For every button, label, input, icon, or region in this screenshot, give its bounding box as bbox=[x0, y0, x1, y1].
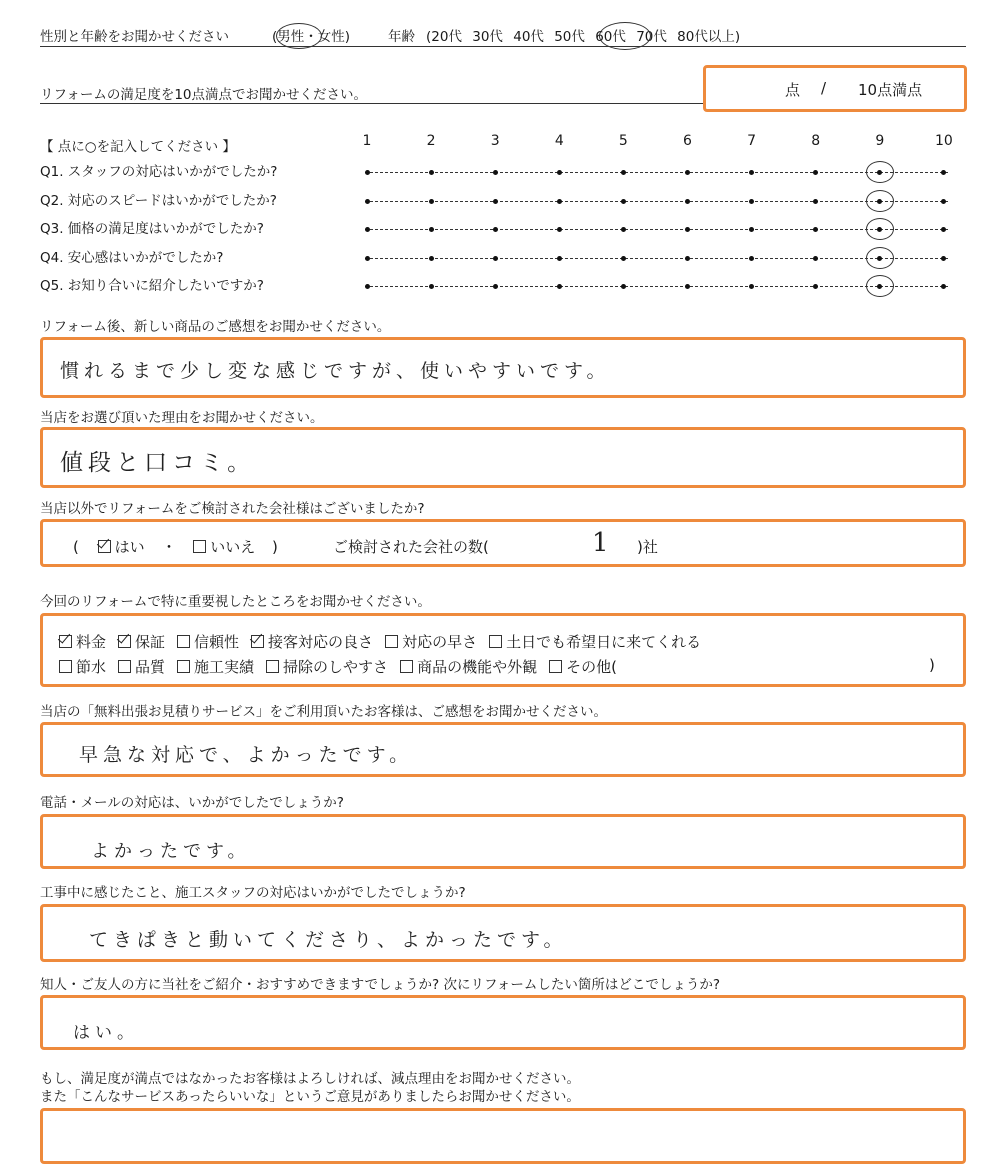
rating-point[interactable] bbox=[941, 199, 946, 204]
rating-point[interactable] bbox=[621, 199, 626, 204]
rating-point[interactable] bbox=[557, 170, 562, 175]
rating-point[interactable] bbox=[749, 227, 754, 232]
rating-point[interactable] bbox=[813, 284, 818, 289]
priority-option[interactable] bbox=[385, 631, 477, 652]
rating-scale-line bbox=[365, 172, 948, 173]
rating-point[interactable] bbox=[621, 284, 626, 289]
rating-point[interactable] bbox=[749, 284, 754, 289]
question-label: Q5. お知り合いに紹介したいですか? bbox=[40, 278, 264, 295]
referral-prompt: 知人・ご友人の方に当社をご紹介・おすすめできますでしょうか? 次にリフォームしたい箇所はどこでしょうか? bbox=[40, 977, 720, 993]
construction-answer-box[interactable] bbox=[40, 904, 966, 962]
option-dot: ・ bbox=[161, 538, 177, 556]
yes-checkbox[interactable] bbox=[98, 540, 111, 553]
rating-selection-circle bbox=[866, 247, 894, 269]
gender-option-female[interactable]: 女性) bbox=[317, 29, 351, 45]
rating-point[interactable] bbox=[493, 227, 498, 232]
priority-checkbox[interactable] bbox=[118, 635, 131, 648]
priorities-row-1 bbox=[59, 631, 713, 652]
rating-point[interactable] bbox=[685, 199, 690, 204]
phone-mail-prompt: 電話・メールの対応は、いかがでしたでしょうか? bbox=[40, 795, 344, 811]
priority-option[interactable] bbox=[59, 631, 106, 652]
priority-option[interactable] bbox=[489, 631, 701, 652]
score-separator: / bbox=[821, 79, 827, 97]
priority-option[interactable] bbox=[118, 631, 165, 652]
priority-checkbox[interactable] bbox=[266, 660, 279, 673]
phone-mail-answer-box[interactable] bbox=[40, 814, 966, 869]
gender-separator: ・ bbox=[304, 29, 318, 45]
age-option-80[interactable]: 80代以上) bbox=[677, 29, 741, 45]
rating-instruction: 【 点に○を記入してください 】 bbox=[40, 139, 236, 155]
scale-number: 9 bbox=[875, 133, 885, 149]
rating-point[interactable] bbox=[429, 227, 434, 232]
priority-checkbox[interactable] bbox=[177, 660, 190, 673]
rating-point[interactable] bbox=[941, 170, 946, 175]
rating-point[interactable] bbox=[365, 170, 370, 175]
rating-point[interactable] bbox=[813, 256, 818, 261]
rating-point[interactable] bbox=[365, 284, 370, 289]
priority-label: 土日でも希望日に来てくれる bbox=[506, 633, 702, 651]
scale-number: 7 bbox=[747, 133, 757, 149]
satisfaction-score-box[interactable] bbox=[703, 65, 967, 112]
construction-answer: てきぱきと動いてくださり、よかったです。 bbox=[89, 929, 568, 951]
rating-selection-circle bbox=[866, 161, 894, 183]
rating-point[interactable] bbox=[557, 199, 562, 204]
priority-checkbox[interactable] bbox=[177, 635, 190, 648]
priority-checkbox[interactable] bbox=[549, 660, 562, 673]
company-count-suffix: )社 bbox=[637, 538, 658, 556]
question-label: Q1. スタッフの対応はいかがでしたか? bbox=[40, 164, 278, 180]
age-option-40[interactable]: 40代 bbox=[513, 29, 544, 45]
satisfaction-rule bbox=[40, 103, 705, 104]
age-option-20[interactable]: (20代 bbox=[426, 29, 462, 45]
priority-option[interactable] bbox=[118, 656, 165, 677]
priorities-box bbox=[40, 613, 966, 687]
no-label: いいえ bbox=[210, 538, 256, 556]
deduction-answer-box[interactable] bbox=[40, 1108, 966, 1164]
impression-prompt: リフォーム後、新しい商品のご感想をお聞かせください。 bbox=[40, 319, 391, 335]
rating-scale-line bbox=[365, 201, 948, 202]
rating-point[interactable] bbox=[557, 284, 562, 289]
rating-point[interactable] bbox=[493, 170, 498, 175]
rating-point[interactable] bbox=[621, 170, 626, 175]
rating-point[interactable] bbox=[941, 284, 946, 289]
rating-point[interactable] bbox=[685, 256, 690, 261]
rating-point[interactable] bbox=[365, 256, 370, 261]
rating-point[interactable] bbox=[941, 227, 946, 232]
other-company-box bbox=[40, 519, 966, 567]
other-company-prompt: 当店以外でリフォームをご検討された会社様はございましたか? bbox=[40, 501, 425, 517]
estimate-answer: 早急な対応で、よかったです。 bbox=[79, 744, 414, 766]
rating-point[interactable] bbox=[685, 170, 690, 175]
priorities-row-2 bbox=[59, 656, 949, 677]
yes-label: はい bbox=[114, 538, 145, 556]
score-max-label: 10点満点 bbox=[858, 81, 923, 99]
priority-label: 料金 bbox=[76, 633, 107, 651]
priority-label: 節水 bbox=[76, 658, 107, 676]
header-rule bbox=[40, 46, 966, 47]
score-unit: 点 bbox=[785, 81, 801, 99]
priority-option[interactable] bbox=[266, 656, 388, 677]
reason-answer: 値段と口コミ。 bbox=[60, 450, 256, 476]
rating-point[interactable] bbox=[365, 199, 370, 204]
age-label: 年齢 bbox=[388, 29, 415, 45]
rating-point[interactable] bbox=[429, 284, 434, 289]
priority-option[interactable] bbox=[400, 656, 537, 677]
priority-checkbox[interactable] bbox=[59, 660, 72, 673]
priority-label: 品質 bbox=[135, 658, 166, 676]
rating-scale-line bbox=[365, 229, 948, 230]
scale-number: 2 bbox=[426, 133, 436, 149]
rating-point[interactable] bbox=[685, 284, 690, 289]
priority-option[interactable] bbox=[177, 656, 254, 677]
scale-number: 1 bbox=[362, 133, 372, 149]
rating-point[interactable] bbox=[621, 256, 626, 261]
priority-option[interactable] bbox=[251, 631, 373, 652]
rating-point[interactable] bbox=[813, 199, 818, 204]
age-option-70[interactable]: 70代 bbox=[636, 29, 667, 45]
priority-checkbox[interactable] bbox=[59, 635, 72, 648]
other-company-row bbox=[73, 536, 278, 557]
priority-option[interactable] bbox=[549, 656, 617, 677]
rating-point[interactable] bbox=[557, 256, 562, 261]
estimate-answer-box[interactable] bbox=[40, 722, 966, 777]
rating-point[interactable] bbox=[749, 170, 754, 175]
priority-label: 商品の機能や外観 bbox=[417, 658, 538, 676]
rating-point[interactable] bbox=[749, 256, 754, 261]
age-options bbox=[426, 28, 740, 46]
no-option[interactable] bbox=[193, 538, 255, 556]
yes-option[interactable] bbox=[98, 538, 145, 556]
satisfaction-prompt: リフォームの満足度を10点満点でお聞かせください。 bbox=[40, 87, 368, 103]
gender-option-male[interactable]: (男性 bbox=[272, 29, 305, 45]
age-option-50[interactable]: 50代 bbox=[554, 29, 585, 45]
construction-prompt: 工事中に感じたこと、施工スタッフの対応はいかがでしたでしょうか? bbox=[40, 885, 466, 901]
deduction-prompt-line-2: また「こんなサービスあったらいいな」というご意見がありましたらお聞かせください。 bbox=[40, 1089, 580, 1105]
rating-point[interactable] bbox=[621, 227, 626, 232]
priority-label: 保証 bbox=[135, 633, 166, 651]
priorities-prompt: 今回のリフォームで特に重要視したところをお聞かせください。 bbox=[40, 594, 431, 610]
rating-point[interactable] bbox=[813, 170, 818, 175]
priority-label: 施工実績 bbox=[194, 658, 255, 676]
priority-checkbox[interactable] bbox=[385, 635, 398, 648]
rating-scale-line bbox=[365, 286, 948, 287]
priority-label: 対応の早さ bbox=[402, 633, 478, 651]
priority-label: 信頼性 bbox=[194, 633, 240, 651]
company-count-value[interactable]: 1 bbox=[592, 528, 614, 558]
deduction-prompt-line-1: もし、満足度が満点ではなかったお客様はよろしければ、減点理由をお聞かせください。 bbox=[40, 1071, 580, 1087]
other-company-open-paren: ( bbox=[73, 538, 79, 556]
reason-prompt: 当店をお選び頂いた理由をお聞かせください。 bbox=[40, 410, 324, 426]
referral-answer-box[interactable] bbox=[40, 995, 966, 1050]
rating-point[interactable] bbox=[941, 256, 946, 261]
estimate-prompt: 当店の「無料出張お見積りサービス」をご利用頂いたお客様は、ご感想をお聞かせください。 bbox=[40, 704, 607, 720]
gender-age-prompt: 性別と年齢をお聞かせください bbox=[40, 29, 229, 45]
scale-number: 3 bbox=[490, 133, 500, 149]
rating-point[interactable] bbox=[493, 284, 498, 289]
question-label: Q4. 安心感はいかがでしたか? bbox=[40, 249, 224, 266]
priority-label: 接客対応の良さ bbox=[268, 633, 374, 651]
rating-selection-circle bbox=[866, 190, 894, 212]
scale-number: 4 bbox=[554, 133, 564, 149]
priority-checkbox[interactable] bbox=[489, 635, 502, 648]
impression-answer-box[interactable] bbox=[40, 337, 966, 398]
age-option-30[interactable]: 30代 bbox=[472, 29, 503, 45]
rating-point[interactable] bbox=[365, 227, 370, 232]
rating-point[interactable] bbox=[557, 227, 562, 232]
priority-checkbox[interactable] bbox=[251, 635, 264, 648]
referral-answer: はい。 bbox=[73, 1023, 139, 1043]
question-label: Q3. 価格の満足度はいかがでしたか? bbox=[40, 221, 264, 238]
priority-label: その他( bbox=[566, 658, 617, 676]
no-checkbox[interactable] bbox=[193, 540, 206, 553]
age-option-60[interactable]: 60代 bbox=[595, 29, 626, 45]
rating-point[interactable] bbox=[429, 199, 434, 204]
other-company-close-paren: ) bbox=[272, 538, 278, 556]
scale-number: 6 bbox=[683, 133, 692, 149]
scale-number: 5 bbox=[618, 133, 628, 149]
rating-point[interactable] bbox=[685, 227, 690, 232]
rating-point[interactable] bbox=[429, 256, 434, 261]
reason-answer-box[interactable] bbox=[40, 427, 966, 488]
priority-option[interactable] bbox=[177, 631, 239, 652]
priority-option[interactable] bbox=[59, 656, 106, 677]
rating-point[interactable] bbox=[493, 199, 498, 204]
rating-selection-circle bbox=[866, 218, 894, 240]
rating-point[interactable] bbox=[749, 199, 754, 204]
rating-point[interactable] bbox=[429, 170, 434, 175]
rating-selection-circle bbox=[866, 275, 894, 297]
phone-mail-answer: よかったです。 bbox=[91, 841, 251, 862]
priority-label: 掃除のしやすさ bbox=[283, 658, 389, 676]
priority-checkbox[interactable] bbox=[118, 660, 131, 673]
rating-point[interactable] bbox=[493, 256, 498, 261]
company-count-label: ご検討された会社の数( bbox=[333, 538, 489, 556]
scale-number: 8 bbox=[811, 133, 821, 149]
rating-point[interactable] bbox=[813, 227, 818, 232]
rating-scale-line bbox=[365, 258, 948, 259]
scale-number: 10 bbox=[934, 133, 953, 149]
priority-checkbox[interactable] bbox=[400, 660, 413, 673]
impression-answer: 慣れるまで少し変な感じですが、使いやすいです。 bbox=[60, 360, 611, 382]
question-label: Q2. 対応のスピードはいかがでしたか? bbox=[40, 192, 277, 209]
other-close-paren: ) bbox=[929, 656, 935, 674]
